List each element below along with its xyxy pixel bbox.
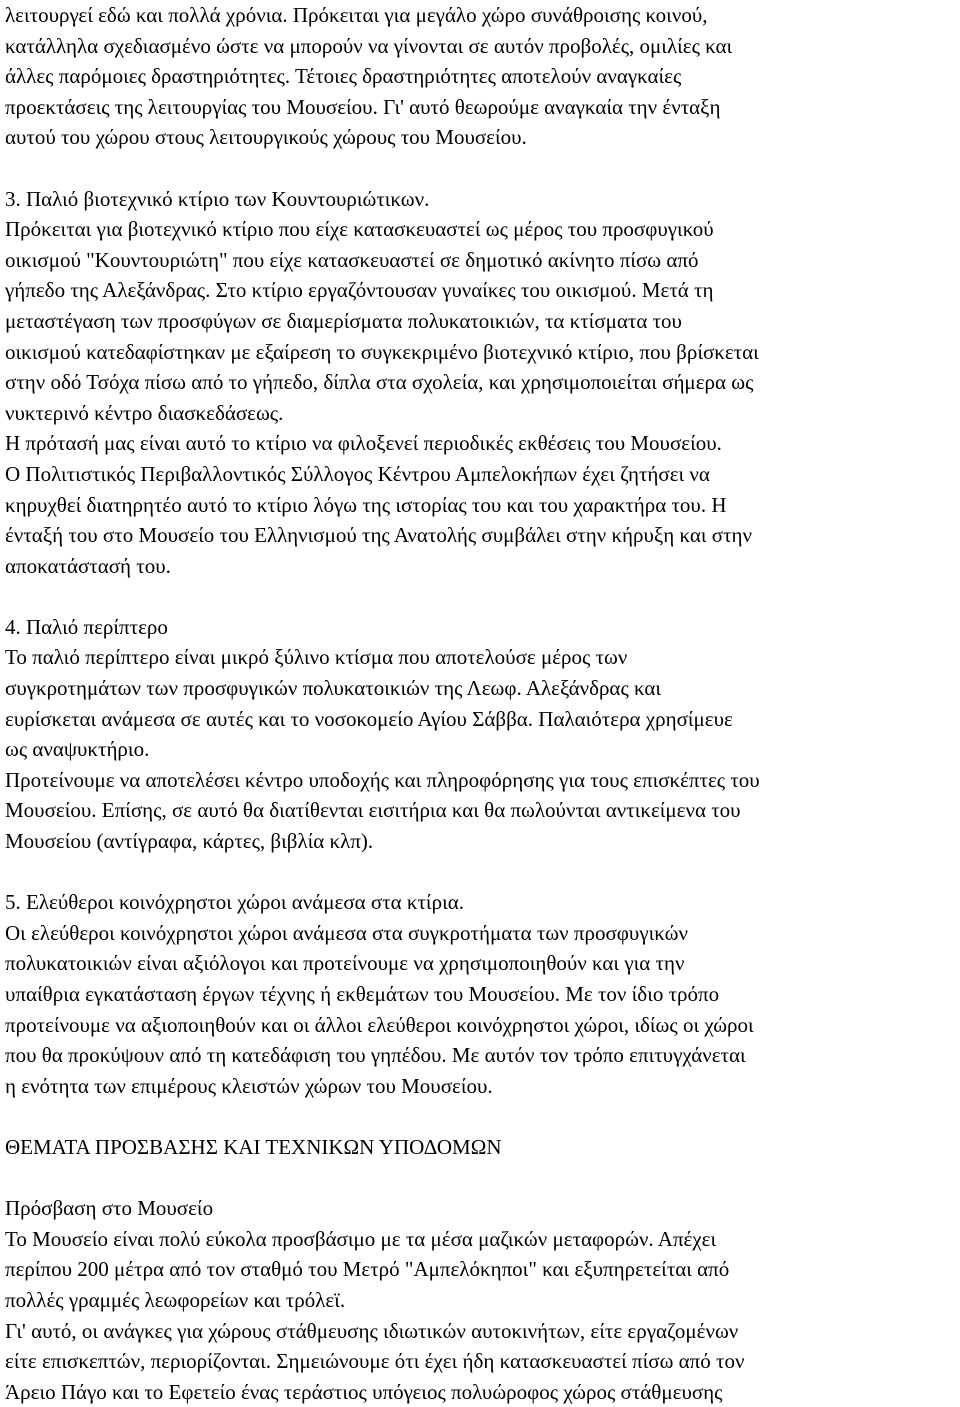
access-title: Πρόσβαση στο Μουσείο <box>5 1196 214 1221</box>
spacer <box>5 153 960 184</box>
section-5 <box>5 887 960 1101</box>
text-line: ένταξή του στο Μουσείο του Ελληνισμού της Ανατολής συμβάλει στην κήρυξη και στην <box>5 523 753 548</box>
text-line: προεκτάσεις της λειτουργίας του Μουσείου. Γι' αυτό θεωρούμε αναγκαία την ένταξη <box>5 94 721 119</box>
text-line: πολυκατοικιών είναι αξιόλογοι και προτείνουμε να χρησιμοποιηθούν και για την <box>5 951 685 976</box>
text-line: αποκατάστασή του. <box>5 553 171 578</box>
text-line: Οι ελεύθεροι κοινόχρηστοι χώροι ανάμεσα στα συγκροτήματα των προσφυγικών <box>5 920 688 945</box>
spacer <box>5 1101 960 1132</box>
text-line: λειτουργεί εδώ και πολλά χρόνια. Πρόκειται για μεγάλο χώρο συνάθροισης κοινού, <box>5 3 708 27</box>
text-line: στην οδό Τσόχα πίσω από το γήπεδο, δίπλα στα σχολεία, και χρησιμοποιείται σήμερα ως <box>5 370 754 395</box>
text-line: είτε επισκεπτών, περιορίζονται. Σημειώνουμε ότι έχει ήδη κατασκευαστεί πίσω από τον <box>5 1349 745 1374</box>
section-4-title: 4. Παλιό περίπτερο <box>5 614 168 639</box>
document-page <box>5 0 960 1407</box>
text-line: αυτού του χώρου στους λειτουργικούς χώρους του Μουσείου. <box>5 125 527 150</box>
text-line: κηρυχθεί διατηρητέο αυτό το κτίριο λόγω της ιστορίας του και του χαρακτήρα του. Η <box>5 492 727 517</box>
text-line: Άρειο Πάγο και το Εφετείο ένας τεράστιος υπόγειος πολυώροφος χώρος στάθμευσης <box>5 1379 723 1404</box>
intro-paragraph <box>5 0 960 153</box>
text-line: άλλες παρόμοιες δραστηριότητες. Τέτοιες δραστηριότητες αποτελούν αναγκαίες <box>5 64 682 89</box>
text-line: Το Μουσείο είναι πολύ εύκολα προσβάσιμο με τα μέσα μαζικών μεταφορών. Απέχει <box>5 1226 717 1251</box>
text-line: η ενότητα των επιμέρους κλειστών χώρων του Μουσείου. <box>5 1073 493 1098</box>
text-line: πολλές γραμμές λεωφορείων και τρόλεϊ. <box>5 1287 346 1312</box>
text-line: που θα προκύψουν από τη κατεδάφιση του γηπέδου. Με αυτόν τον τρόπο επιτυγχάνεται <box>5 1043 746 1068</box>
text-line: γήπεδο της Αλεξάνδρας. Στο κτίριο εργαζόντουσαν γυναίκες του οικισμού. Μετά τη <box>5 278 714 303</box>
section-heading: ΘΕΜΑΤΑ ΠΡΟΣΒΑΣΗΣ ΚΑΙ ΤΕΧΝΙΚΩΝ ΥΠΟΔΟΜΩΝ <box>5 1134 502 1159</box>
section-3-title: 3. Παλιό βιοτεχνικό κτίριο των Κουντουριώτικων. <box>5 186 430 211</box>
text-line: Η πρότασή μας είναι αυτό το κτίριο να φιλοξενεί περιοδικές εκθέσεις του Μουσείου. <box>5 431 722 456</box>
text-line: Ο Πολιτιστικός Περιβαλλοντικός Σύλλογος Κέντρου Αμπελοκήπων έχει ζητήσει να <box>5 461 710 486</box>
section-3 <box>5 184 960 582</box>
text-line: συγκροτημάτων των προσφυγικών πολυκατοικιών της Λεωφ. Αλεξάνδρας και <box>5 676 662 701</box>
text-line: Προτείνουμε να αποτελέσει κέντρο υποδοχής και πληροφόρησης για τους επισκέπτες του <box>5 767 760 792</box>
spacer <box>5 1163 960 1194</box>
text-line: Γι' αυτό, οι ανάγκες για χώρους στάθμευσης ιδιωτικών αυτοκινήτων, είτε εργαζομένων <box>5 1318 739 1343</box>
spacer <box>5 581 960 612</box>
access-section <box>5 1193 960 1407</box>
text-line: ευρίσκεται ανάμεσα σε αυτές και το νοσοκομείο Αγίου Σάββα. Παλαιότερα χρησίμευε <box>5 706 733 731</box>
text-line: μεταστέγαση των προσφύγων σε διαμερίσματα πολυκατοικιών, τα κτίσματα του <box>5 308 682 333</box>
text-line: νυκτερινό κέντρο διασκεδάσεως. <box>5 400 284 425</box>
text-line: Το παλιό περίπτερο είναι μικρό ξύλινο κτίσμα που αποτελούσε μέρος των <box>5 645 628 670</box>
section-5-title: 5. Ελεύθεροι κοινόχρηστοι χώροι ανάμεσα στα κτίρια. <box>5 890 464 915</box>
text-line: οικισμού "Κουντουριώτη" που είχε κατασκευαστεί σε δημοτικό ακίνητο πίσω από <box>5 247 699 272</box>
section-4 <box>5 612 960 857</box>
text-line: Πρόκειται για βιοτεχνικό κτίριο που είχε κατασκευαστεί ως μέρος του προσφυγικού <box>5 217 714 242</box>
text-line: Μουσείου. Επίσης, σε αυτό θα διατίθενται εισιτήρια και θα πωλούνται αντικείμενα του <box>5 798 741 823</box>
spacer <box>5 857 960 888</box>
text-line: οικισμού κατεδαφίστηκαν με εξαίρεση το συγκεκριμένο βιοτεχνικό κτίριο, που βρίσκεται <box>5 339 759 364</box>
text-line: υπαίθρια εγκατάσταση έργων τέχνης ή εκθεμάτων του Μουσείου. Με τον ίδιο τρόπο <box>5 982 720 1006</box>
text-line: κατάλληλα σχεδιασμένο ώστε να μπορούν να γίνονται σε αυτόν προβολές, ομιλίες και <box>5 33 733 58</box>
text-line: προτείνουμε να αξιοποιηθούν και οι άλλοι ελεύθεροι κοινόχρηστοι χώροι, ιδίως οι χώροι <box>5 1012 754 1037</box>
text-line: Μουσείου (αντίγραφα, κάρτες, βιβλία κλπ). <box>5 829 374 854</box>
text-line: περίπου 200 μέτρα από τον σταθμό του Μετρό "Αμπελόκηποι" και εξυπηρετείται από <box>5 1257 730 1282</box>
text-line: ως αναψυκτήριο. <box>5 737 150 762</box>
